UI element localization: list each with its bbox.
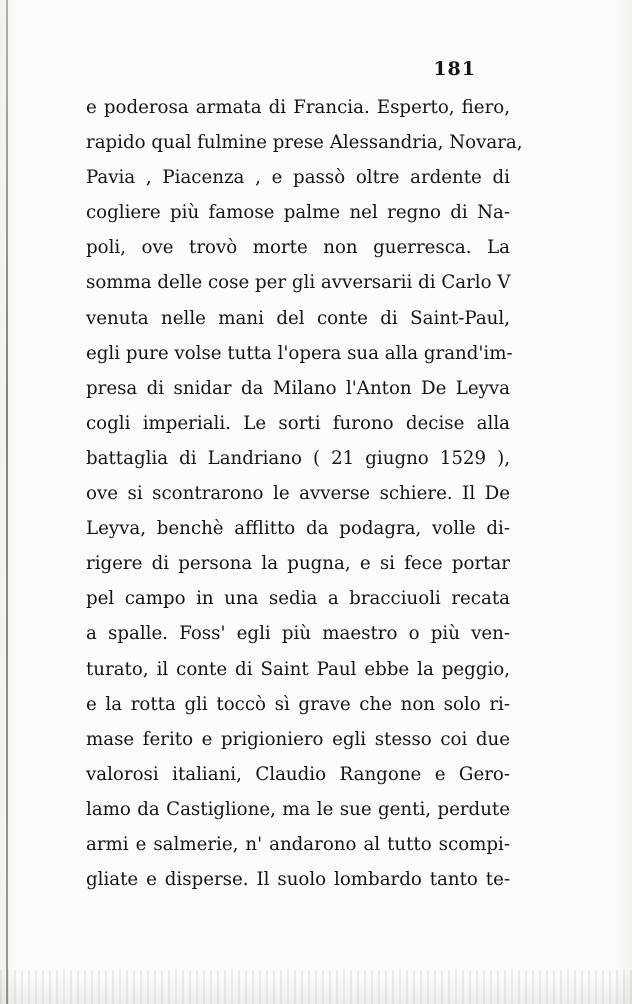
text-line: gliate e disperse. Il suolo lombardo tanto te- — [86, 869, 510, 891]
text-line: e poderosa armata di Francia. Esperto, fiero, — [86, 97, 510, 118]
text-line: cogliere più famose palme nel regno di Na- — [86, 202, 510, 224]
text-line: e la rotta gli toccò sì grave che non solo ri- — [86, 693, 510, 715]
text-line: Leyva, benchè afflitto da podagra, volle di- — [86, 518, 510, 540]
text-line: cogli imperiali. Le sorti furono decise alla — [86, 412, 510, 434]
text-line: pel campo in una sedia a bracciuoli recata — [86, 588, 510, 610]
text-line: battaglia di Landriano ( 21 giugno 1529 ), — [86, 447, 510, 469]
text-line: rigere di persona la pugna, e si fece portar — [86, 553, 510, 575]
scan-artifact-bottom — [0, 970, 632, 1004]
text-line: poli, ove trovò morte non guerresca. La — [86, 237, 510, 259]
text-line: venuta nelle mani del conte di Saint-Paul, — [86, 307, 510, 329]
text-line: presa di snidar da Milano l'Anton De Leyva — [86, 377, 510, 399]
page-left-edge — [6, 0, 8, 1004]
text-line: mase ferito e prigioniero egli stesso coi due — [86, 728, 510, 750]
text-line: somma delle cose per gli avversarii di Carlo V — [86, 272, 511, 294]
text-line: turato, il conte di Saint Paul ebbe la peggio, — [86, 658, 510, 680]
text-line: Pavia , Piacenza , e passò oltre ardente di — [86, 167, 510, 189]
text-line: egli pure volse tutta l'opera sua alla grand'im- — [86, 342, 513, 364]
text-line: valorosi italiani, Claudio Rangone e Gero- — [86, 763, 510, 785]
text-line: lamo da Castiglione, ma le sue genti, perdute — [86, 798, 510, 820]
page-number: 181 — [433, 58, 476, 80]
text-line: a spalle. Foss' egli più maestro o più ven- — [86, 623, 510, 645]
text-line: armi e salmerie, n' andarono al tutto scompi- — [86, 833, 510, 855]
body-text — [86, 90, 523, 897]
text-line: ove si scontrarono le avverse schiere. Il De — [86, 483, 510, 505]
text-line: rapido qual fulmine prese Alessandria, Novara, — [86, 132, 523, 154]
